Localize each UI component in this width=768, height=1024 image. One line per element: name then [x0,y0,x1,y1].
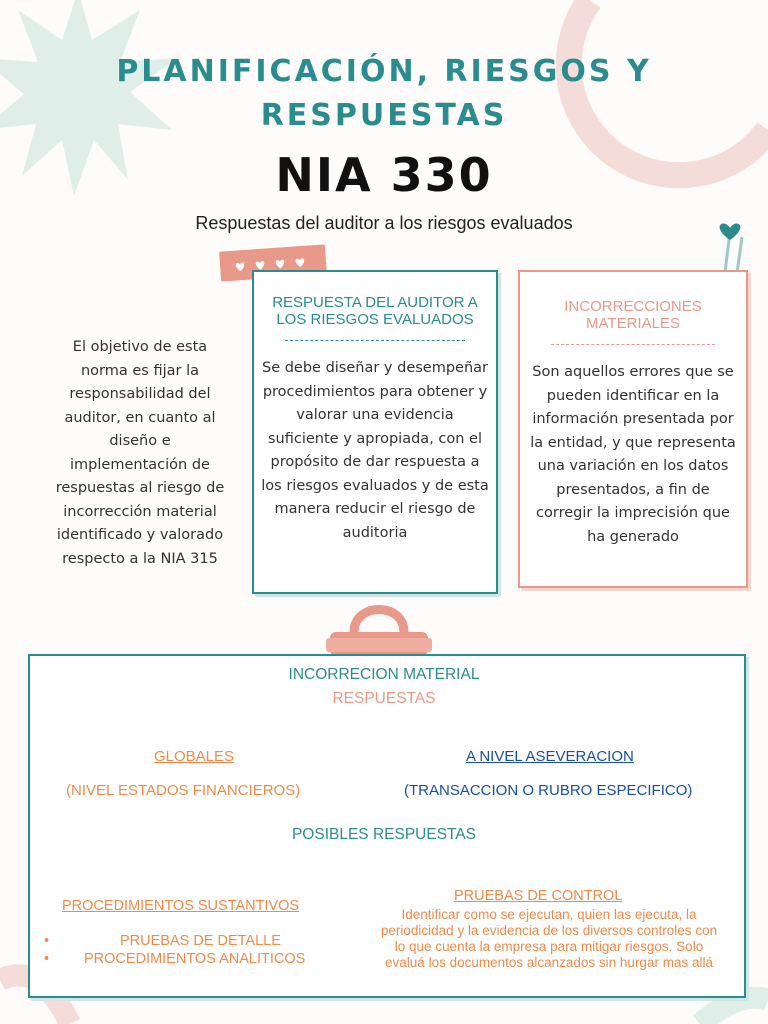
aseveracion-label: A NIVEL ASEVERACION [466,748,634,765]
corner-decoration-right [700,998,768,1024]
misstatement-card-heading: INCORRECCIONES MATERIALES [564,298,702,332]
aseveracion-note: (TRANSACCION O RUBRO ESPECIFICO) [404,782,693,799]
response-card-heading: RESPUESTA DEL AUDITOR A LOS RIESGOS EVALUADOS [272,294,478,328]
control-label: PRUEBAS DE CONTROL [454,888,623,904]
sustantivos-list [44,932,354,968]
nia-heading: NIA 330 [275,148,493,202]
diagram-subheading: RESPUESTAS [332,690,436,707]
response-card [252,270,498,594]
list-item: • PRUEBAS DE DETALLE [44,933,281,949]
posibles-heading: POSIBLES RESPUESTAS [291,826,477,843]
page-title-line1: PLANIFICACIÓN, RIESGOS Y [116,54,652,89]
page-title-line2: RESPUESTAS [260,98,508,133]
control-text: Identificar como se ejecutan, quien las ejecuta, la periodicidad y la evidencia de los diversos controles con lo que cuenta la empresa para mitigar riesgos. Solo evaluá los documentos alcanzados sin hurgar mas allá [380,907,718,970]
response-card-body: Se debe diseñar y desempeñar procedimientos para obtener y valorar una evidencia suficiente y apropiada, con el propósito de dar respuesta a los riesgos evaluados y de esta manera reducir el riesgo de auditoria [261,360,489,541]
globales-label: GLOBALES [154,748,235,765]
divider [285,340,465,341]
intro-text: El objetivo de esta norma es fijar la responsabilidad del auditor, en cuanto al diseño e implementación de respuestas al riesgo de incorrección material identificado y valorado respecto a la NIA 315 [55,339,225,567]
misstatement-card-body: Son aquellos errores que se pueden identificar en la información presentada por la entidad, y que representa una variación en los datos presentados, a fin de corregir la imprecisión que ha generado [530,364,736,545]
globales-note: (NIVEL ESTADOS FINANCIEROS) [66,782,301,799]
divider [551,344,715,345]
diagram-heading: INCORRECION MATERIAL [288,666,480,683]
sustantivos-label: PROCEDIMIENTOS SUSTANTIVOS [62,898,300,914]
list-item: • PROCEDIMIENTOS ANALITICOS [44,951,306,967]
misstatement-card [518,270,748,588]
binder-clip-icon [326,610,432,657]
subtitle: Respuestas del auditor a los riesgos evaluados [195,213,573,233]
